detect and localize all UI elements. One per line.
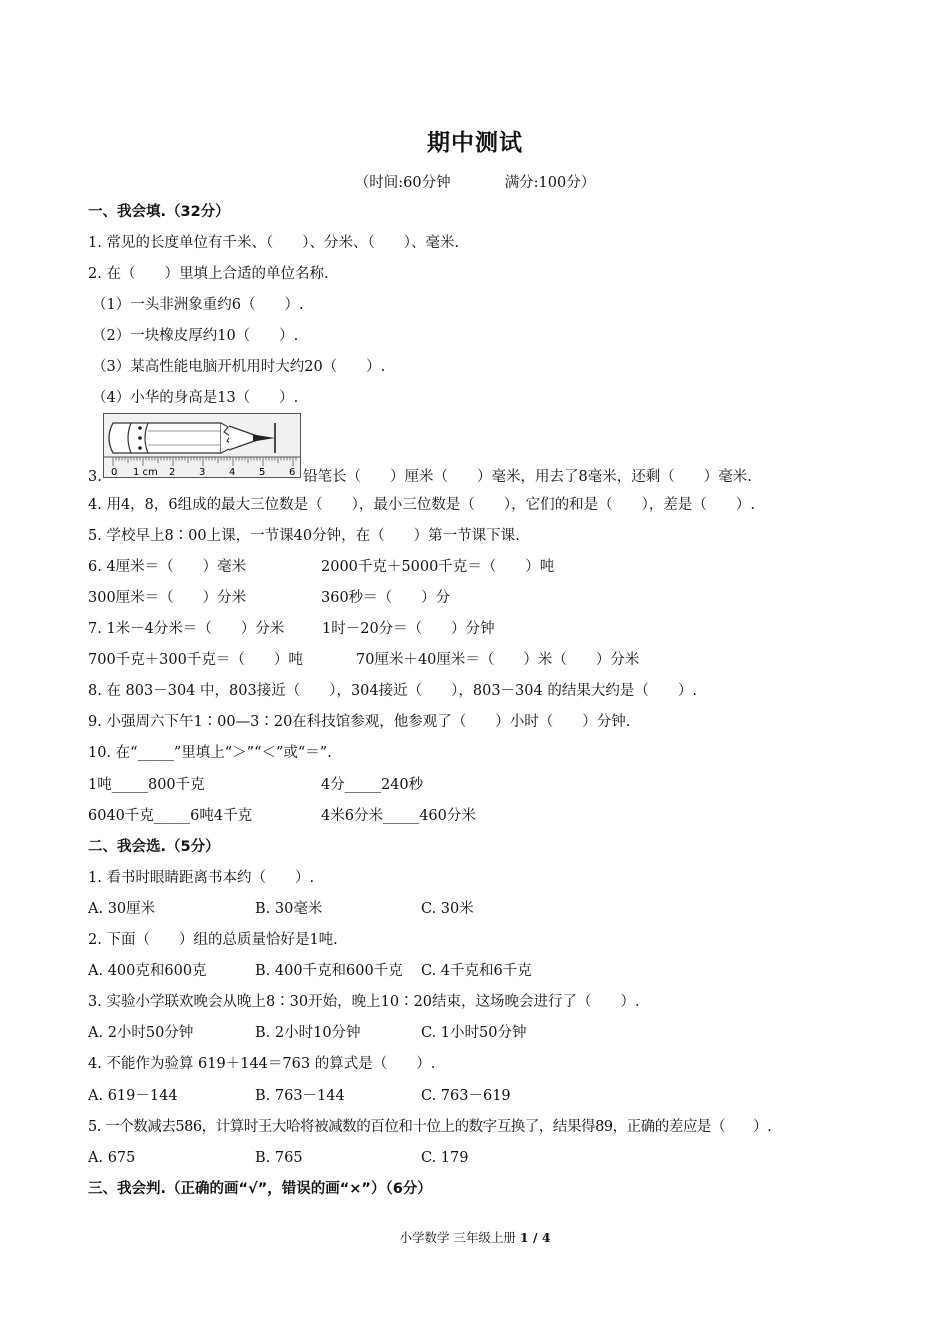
footer-text: 小学数学 三年级上册 — [399, 1230, 520, 1245]
question-1-2-4: （4）小华的身高是13（ ）. — [92, 390, 299, 406]
question-1-7b: 1时－20分＝（ ）分钟 — [322, 621, 495, 637]
question-2-1-option-c: C. 30米 — [421, 901, 474, 917]
ruler-label-1: 1 cm — [133, 467, 158, 478]
question-2-5-option-b: B. 765 — [255, 1150, 303, 1166]
question-2-5: 5. 一个数减去586，计算时王大哈将被减数的百位和十位上的数字互换了，结果得89，正确的差应是（ ）. — [88, 1119, 772, 1135]
question-1-4: 4. 用4，8，6组成的最大三位数是（ ），最小三位数是（ ），它们的和是（ ），差是（ ）. — [88, 497, 755, 513]
question-2-3-option-c: C. 1小时50分钟 — [421, 1025, 527, 1041]
question-2-4-option-a: A. 619－144 — [88, 1088, 178, 1104]
ruler-label-4: 4 — [229, 467, 236, 478]
question-1-1: 1. 常见的长度单位有千米、（ ）、分米、（ ）、毫米. — [88, 235, 460, 251]
question-1-2-1: （1）一头非洲象重约6（ ）. — [92, 297, 304, 313]
page-footer — [0, 1228, 950, 1246]
question-2-2-option-a: A. 400克和600克 — [88, 963, 207, 979]
question-1-6b: 2000千克＋5000千克＝（ ）吨 — [321, 559, 555, 575]
section-heading-fill: 一、我会填.（32分） — [88, 204, 230, 220]
question-1-10d: 4米6分米_____460分米 — [321, 808, 476, 824]
question-1-6c: 300厘米＝（ ）分米 — [88, 590, 247, 606]
question-1-10b: 4分_____240秒 — [321, 777, 424, 793]
question-2-4: 4. 不能作为验算 619＋144＝763 的算式是（ ）. — [88, 1056, 436, 1072]
question-2-5-option-c: C. 179 — [421, 1150, 469, 1166]
question-1-2: 2. 在（ ）里填上合适的单位名称. — [88, 266, 329, 282]
question-2-4-option-c: C. 763－619 — [421, 1088, 511, 1104]
question-2-2-option-c: C. 4千克和6千克 — [421, 963, 532, 979]
full-score: 满分:100分） — [504, 175, 596, 191]
question-2-2: 2. 下面（ ）组的总质量恰好是1吨. — [88, 932, 338, 948]
question-1-2-2: （2）一块橡皮厚约10（ ）. — [92, 328, 299, 344]
question-1-8: 8. 在 803－304 中，803接近（ ），304接近（ ），803－304 的结果大约是（ ）. — [88, 683, 697, 699]
question-1-3-number: 3. — [88, 469, 102, 485]
exam-info — [0, 171, 950, 192]
question-1-3: 铅笔长（ ）厘米（ ）毫米，用去了8毫米，还剩（ ）毫米. — [303, 469, 752, 485]
question-1-5: 5. 学校早上8∶00上课，一节课40分钟，在（ ）第一节课下课. — [88, 528, 520, 544]
question-2-1-option-b: B. 30毫米 — [255, 901, 323, 917]
question-2-2-option-b: B. 400千克和600千克 — [255, 963, 403, 979]
question-2-4-option-b: B. 763－144 — [255, 1088, 345, 1104]
question-1-7d: 70厘米＋40厘米＝（ ）米（ ）分米 — [356, 652, 640, 668]
ruler-label-0: 0 — [111, 467, 118, 478]
section-heading-choose: 二、我会选.（5分） — [88, 839, 220, 855]
question-2-5-option-a: A. 675 — [88, 1150, 136, 1166]
question-2-1-option-a: A. 30厘米 — [88, 901, 156, 917]
section-heading-judge: 三、我会判.（正确的画“√”，错误的画“×”）（6分） — [88, 1181, 432, 1197]
question-2-1: 1. 看书时眼睛距离书本约（ ）. — [88, 870, 315, 886]
ruler-label-2: 2 — [169, 467, 176, 478]
question-2-3-option-b: B. 2小时10分钟 — [255, 1025, 361, 1041]
pencil-ruler-illustration — [103, 413, 301, 478]
question-1-9: 9. 小强周六下午1∶00—3∶20在科技馆参观，他参观了（ ）小时（ ）分钟. — [88, 714, 631, 730]
page-number: 1 / 4 — [519, 1230, 551, 1245]
question-1-10: 10. 在“_____”里填上“＞”“＜”或“＝”. — [88, 745, 332, 761]
question-2-3: 3. 实验小学联欢晚会从晚上8∶30开始，晚上10∶20结束，这场晚会进行了（ ）. — [88, 994, 640, 1010]
question-1-7a: 7. 1米－4分米＝（ ）分米 — [88, 621, 285, 637]
question-2-3-option-a: A. 2小时50分钟 — [88, 1025, 194, 1041]
question-1-10a: 1吨_____800千克 — [88, 777, 205, 793]
question-1-6a: 6. 4厘米＝（ ）毫米 — [88, 559, 247, 575]
ruler-label-6: 6 — [289, 467, 296, 478]
time-limit: （时间:60分钟 — [354, 175, 451, 191]
question-1-2-3: （3）某高性能电脑开机用时大约20（ ）. — [92, 359, 386, 375]
question-1-10c: 6040千克_____6吨4千克 — [88, 808, 253, 824]
question-1-6d: 360秒＝（ ）分 — [321, 590, 451, 606]
question-1-7c: 700千克＋300千克＝（ ）吨 — [88, 652, 303, 668]
ruler-label-3: 3 — [199, 467, 206, 478]
ruler-label-5: 5 — [259, 467, 266, 478]
page-title: 期中测试 — [427, 130, 523, 156]
